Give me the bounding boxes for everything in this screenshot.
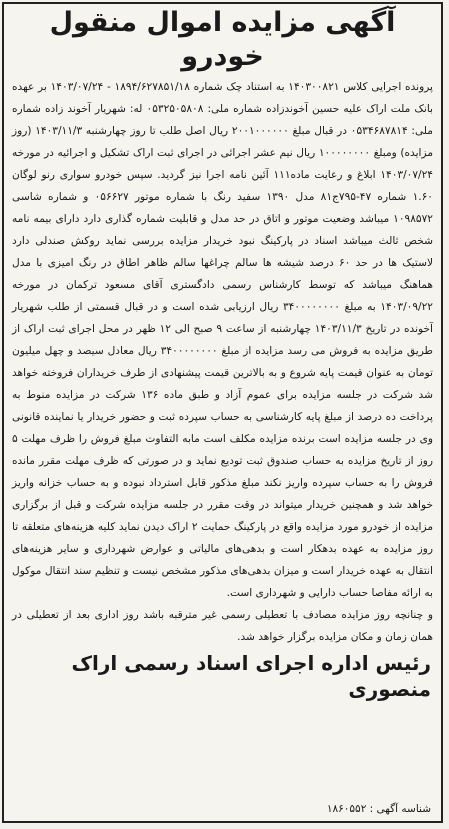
notice-body [4, 76, 441, 648]
notice-paragraph-main: پرونده اجرایی کلاس ۱۴۰۳۰۰۸۲۱ به استناد چک شماره ۱۸۹۴/۶۲۷۸۵۱/۱۸ - ۱۴۰۳/۰۷/۲۴ بر عهده بانک ملت اراک علیه حسین آخوندزاده شماره ملی: ۰۵۳۲۵۰۵۸۰۸ له: شهریار آخوند زاده شماره ملی: ۰۵۳۴۶۸۷۸۱۴ در قبال مبلغ ۲۰۰۱۰۰۰۰۰۰ ریال اصل طلب تا روز چهارشنبه ۱۴۰۳/۱۱/۳ (روز مزایده) ومبلغ ۱۰۰۰۰۰۰۰۰ ریال نیم عشر اجرائی در اجرای ثبت اراک تشکیل و اجرائیه در مورخه ۱۴۰۳/۰۷/۲۴ ابلاغ و رعایت ماده۱۱۱ آئین نامه اجرا نیز گردید. سپس خودرو سواری رنو لوگان ۱.۶۰ شماره ۴۷-۷۹۵ج۸۱ مدل ۱۳۹۰ سفید رنگ با شماره موتور ۰۵۶۶۲۷ و شماره شاسی ۱۰۹۸۵۷۲ میباشد وضعیت موتور و اتاق در حد مدل و قابلیت شماره گذاری دارد دارای بیمه نامه شخص ثالث میباشد اسناد در پارکینگ نبود خریدار مزایده بررسی نماید روکش صندلی دارد لاستیک ها در حد ۶۰ درصد شیشه ها سالم چراغها سالم ظاهر اطاق در رنگ امیزی با مدل هماهنگ میباشد که توسط کارشناس رسمی دادگستری آقای مسعود ترکمان در مورخه ۱۴۰۳/۰۹/۲۲ به مبلغ ۳۴۰۰۰۰۰۰۰۰ ریال ارزیابی شده است و در قبال قسمتی از طلب شهریار آخونده در تاریخ ۱۴۰۳/۱۱/۳ چهارشنبه از ساعت ۹ صبح الی ۱۲ ظهر در محل اجرای ثبت اراک از طریق مزایده به فروش می رسد مزایده از مبلغ ۳۴۰۰۰۰۰۰۰۰ ریال معادل سیصد و چهل میلیون تومان به عنوان قیمت پایه شروع و به بالاترین قیمت پیشنهادی از طرف خریداران فروخته خواهد شد شرکت در جلسه مزایده برای عموم آزاد و طبق ماده ۱۳۶ شرکت در مزایده منوط به پرداخت ده درصد از مبلغ پایه کارشناسی به حساب سپرده ثبت و حضور خریدار یا نماینده قانونی وی در جلسه مزایده است برنده مزایده مکلف است مابه التفاوت مبلغ فروش را ظرف مهلت ۵ روز از تاریخ مزایده به حساب صندوق ثبت تودیع نماید و در صورتی که ظرف مهلت مقرر مانده فروش را به حساب سپرده واریز نکند مبلغ مذکور قابل استرداد نبوده و به حساب خزانه واریز خواهد شد و همچنین خریدار میتواند در وقت مقرر در جلسه مزایده شرکت و قبل از برگزاری مزایده از خودرو مورد مزایده واقع در پارکینگ حمایت ۲ اراک دیدن نماید کلیه هزینه‌های متعلقه تا روز مزایده به عهده بدهکار است و بدهی‌های مالیاتی و عوارض شهرداری و سایر هزینه‌های انتقال به عهده خریدار است و میزان بدهی‌های مذکور مشخص نیست و تنظیم سند انتقال موکول به ارائه مفاصا حساب دارایی و شهرداری است. [12, 81, 434, 599]
notice-paragraph-holiday: و چنانچه روز مزایده مصادف با تعطیلی رسمی غیر مترقبه باشد روز اداری بعد از تعطیلی در همان زمان و مکان مزایده برگزار خواهد شد. [12, 609, 433, 643]
notice-title: آگهی مزایده اموال منقول خودرو [49, 7, 396, 72]
signature-block [4, 648, 441, 702]
auction-notice [2, 2, 443, 823]
signature-name: منصوری [348, 677, 431, 701]
signature-title: رئیس اداره اجرای اسناد رسمی اراک [71, 651, 431, 675]
ad-id: شناسه آگهی : ۱۸۶۰۵۵۲ [326, 803, 431, 815]
